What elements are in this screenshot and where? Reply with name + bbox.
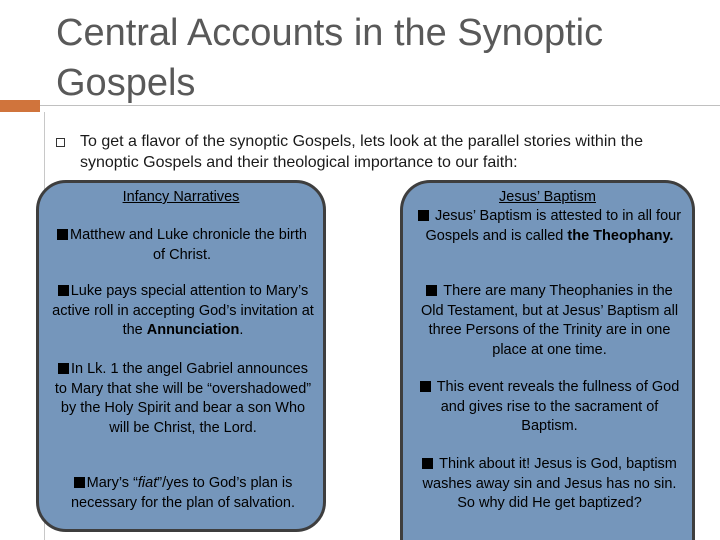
infancy-narratives-heading: Infancy Narratives xyxy=(122,189,240,205)
infancy-narratives-panel xyxy=(36,180,326,532)
jesus-baptism-panel xyxy=(400,180,695,540)
intro-text: To get a flavor of the synoptic Gospels, lets look at the parallel stories within the synoptic Gospels and their theological importance to our faith: xyxy=(80,133,643,171)
filled-square-bullet-icon xyxy=(426,285,437,296)
right-paragraph-4: Think about it! Jesus is God, baptism washes away sin and Jesus has no sin. So why did He get baptized? xyxy=(422,456,677,511)
filled-square-bullet-icon xyxy=(422,458,433,469)
filled-square-bullet-icon xyxy=(57,229,68,240)
filled-square-bullet-icon xyxy=(74,477,85,488)
hollow-square-bullet-icon xyxy=(56,138,65,147)
filled-square-bullet-icon xyxy=(58,285,69,296)
title-divider xyxy=(40,105,720,106)
right-paragraph-1: Jesus’ Baptism is attested to in all four Gospels and is called the Theophany. xyxy=(417,207,682,246)
filled-square-bullet-icon xyxy=(418,210,429,221)
slide-title: Central Accounts in the Synoptic Gospels xyxy=(56,12,604,104)
left-paragraph-4: Mary’s “fiat”/yes to God’s plan is necessary for the plan of salvation. xyxy=(70,475,296,511)
left-paragraph-2: Luke pays special attention to Mary’s active roll in accepting God’s invitation at the Annunciation. xyxy=(52,283,314,338)
filled-square-bullet-icon xyxy=(58,363,69,374)
right-paragraph-2: There are many Theophanies in the Old Testament, but at Jesus’ Baptism all three Persons of the Trinity are in one place at one time. xyxy=(420,283,679,358)
jesus-baptism-heading: Jesus’ Baptism xyxy=(499,189,596,205)
filled-square-bullet-icon xyxy=(420,381,431,392)
left-paragraph-1: Matthew and Luke chronicle the birth of Christ. xyxy=(57,226,307,265)
left-paragraph-3: In Lk. 1 the angel Gabriel announces to Mary that she will be “overshadowed” by the Holy Spirit and bear a son Who will be Christ, the Lord. xyxy=(54,361,312,436)
right-paragraph-3: This event reveals the fullness of God and gives rise to the sacrament of Baptism. xyxy=(417,378,682,437)
accent-bar xyxy=(0,100,40,112)
